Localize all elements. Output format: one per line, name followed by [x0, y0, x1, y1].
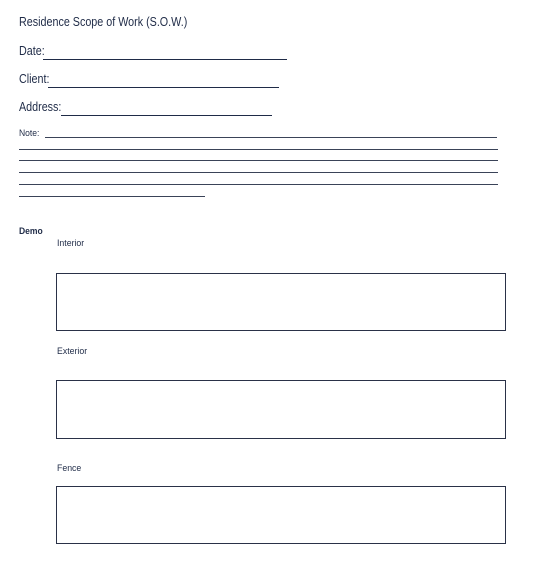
exterior-label: Exterior — [57, 346, 88, 357]
note-line[interactable] — [19, 196, 205, 197]
interior-input-box[interactable] — [56, 273, 506, 331]
demo-heading: Demo — [19, 226, 43, 237]
note-line[interactable] — [45, 137, 497, 138]
address-field[interactable] — [19, 98, 274, 116]
address-label: Address: — [19, 100, 62, 114]
interior-label: Interior — [57, 238, 85, 249]
date-underline[interactable] — [43, 59, 287, 60]
note-line[interactable] — [19, 160, 498, 161]
date-label: Date: — [19, 44, 45, 58]
note-line[interactable] — [19, 184, 498, 185]
form-title: Residence Scope of Work (S.O.W.) — [19, 15, 188, 29]
client-label: Client: — [19, 72, 50, 86]
address-underline[interactable] — [61, 115, 272, 116]
fence-label: Fence — [57, 463, 82, 474]
note-label: Note: — [19, 128, 40, 139]
fence-input-box[interactable] — [56, 486, 506, 544]
client-field[interactable] — [19, 70, 281, 88]
note-line[interactable] — [19, 149, 498, 150]
note-line[interactable] — [19, 172, 498, 173]
exterior-input-box[interactable] — [56, 380, 506, 439]
date-field[interactable] — [19, 42, 289, 60]
client-underline[interactable] — [48, 87, 279, 88]
